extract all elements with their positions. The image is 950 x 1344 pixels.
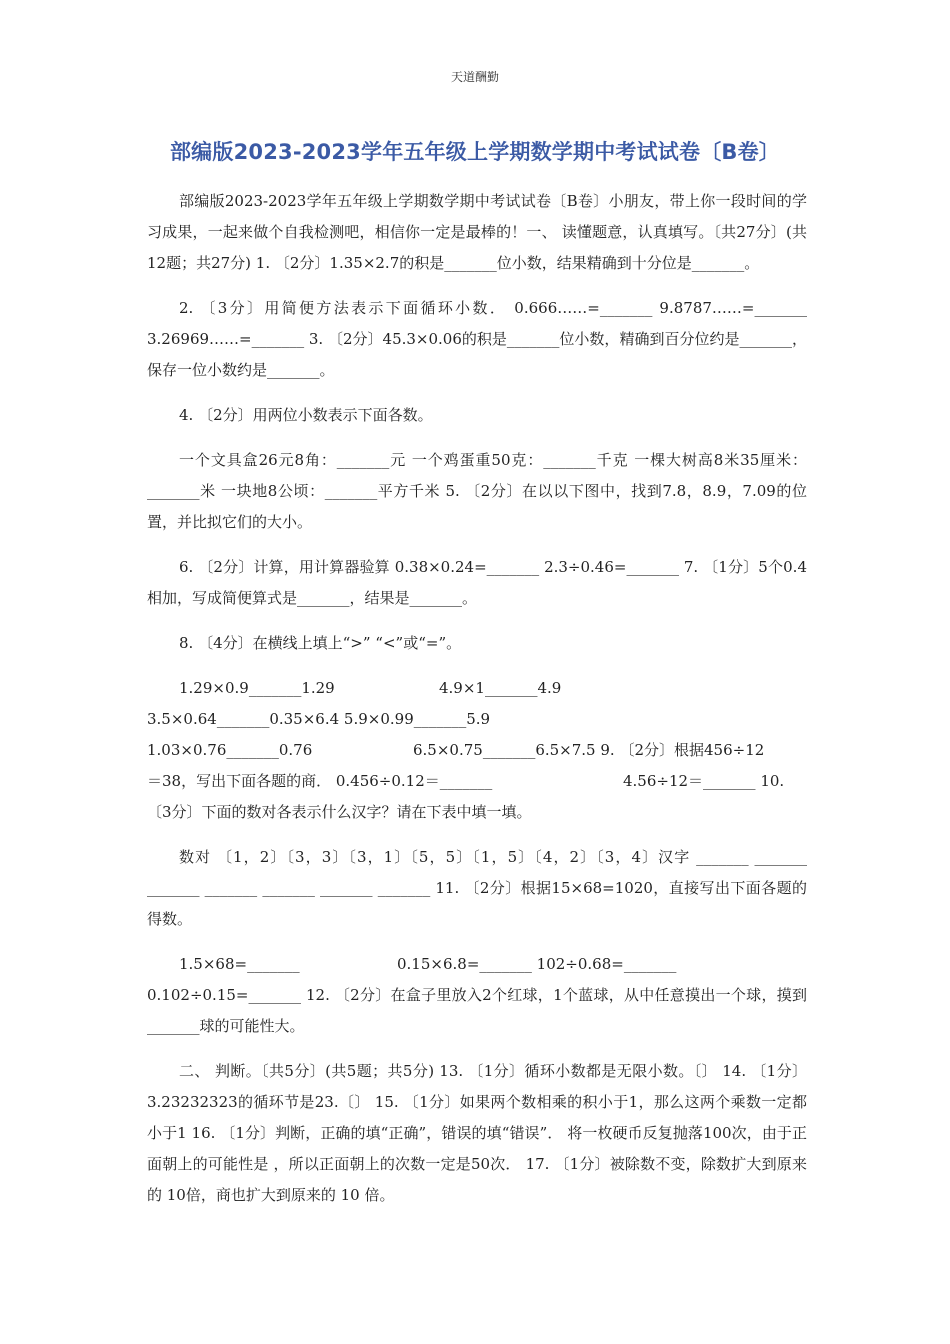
question-10-11: 数对 〔1，2〕〔3，3〕〔3，1〕〔5，5〕〔1，5〕〔4，2〕〔3，4〕汉字 _______ _______ _______ _______ _______ _______ _______ 11. 〔2分〕根据15×68=1020，直接写出下面各题的得数。 (147, 848, 807, 928)
compare-row-3 (147, 735, 807, 766)
question-2-3: 2. 〔3分〕用简便方法表示下面循环小数． 0.666……=_______ 9.8787……=_______ 3.26969……=_______ 3. 〔2分〕45.3×0.06的积是_______位小数，精确到百分位约是_______，保存一位小数约是_______。 (147, 299, 807, 379)
section-2-judgement: 二、 判断。〔共5分〕(共5题；共5分) 13. 〔1分〕循环小数都是无限小数。〔〕 14. 〔1分〕3.23232323的循环节是23.〔〕 15. 〔1分〕如果两个数相乘的积小于1，那么这两个乘数一定都小于1 16. 〔1分〕判断，正确的填“正确”，错误的填“错误”． 将一枚硬币反复抛落100次，由于正面朝上的可能性是 ，所以正面朝上的次数一定是50次． 17. 〔1分〕被除数不变，除数扩大到原来的 10倍，商也扩大到原来的 10 倍。 (147, 1062, 807, 1204)
page-header: 天道酬勤 (450, 70, 499, 84)
question-10-line (147, 797, 807, 828)
compare-row-1 (147, 673, 807, 704)
question-9-item: 4.56÷12＝_______ 10. (623, 772, 785, 790)
compare-row-2 (147, 704, 807, 735)
intro-paragraph: 部编版2023-2023学年五年级上学期数学期中考试试卷〔B卷〕小朋友，带上你一段时间的学习成果，一起来做个自我检测吧，相信你一定是最棒的！一、 读懂题意，认真填写。〔共27分〕(共12题；共27分) 1. 〔2分〕1.35×2.7的积是_______位小数，结果精确到十分位是_______。 (147, 192, 807, 272)
compare-item: 6.5×0.75_______6.5×7.5 9. 〔2分〕根据456÷12 (413, 741, 765, 759)
compare-item: 1.29×0.9_______1.29 (179, 679, 335, 697)
question-12: 0.102÷0.15=_______ 12. 〔2分〕在盒子里放入2个红球，1个蓝球，从中任意摸出一个球，摸到_______球的可能性大。 (147, 986, 807, 1035)
question-4-5: 一个文具盒26元8角：_______元 一个鸡蛋重50克：_______千克 一棵大树高8米35厘米：_______米 一块地8公顷：_______平方千米 5. 〔2分〕在以以下图中，找到7.8，8.9，7.09的位置，并比拟它们的大小。 (147, 451, 807, 531)
question-6-7: 6. 〔2分〕计算，用计算器验算 0.38×0.24=_______ 2.3÷0.46=_______ 7. 〔1分〕5个0.4相加，写成简便算式是_______，结果是_______。 (147, 558, 807, 607)
calc-item: 0.15×6.8=_______ 102÷0.68=_______ (397, 955, 677, 973)
document-title: 部编版2023-2023学年五年级上学期数学期中考试试卷〔B卷〕 (169, 140, 780, 164)
compare-item: 1.03×0.76_______0.76 (147, 741, 313, 759)
question-9-line (147, 766, 807, 797)
document-body (147, 186, 807, 1225)
question-4: 4. 〔2分〕用两位小数表示下面各数。 (179, 406, 433, 424)
question-10-text: 〔3分〕下面的数对各表示什么汉字？请在下表中填一填。 (147, 803, 532, 821)
compare-item: 4.9×1_______4.9 (439, 679, 562, 697)
compare-item: 3.5×0.64_______0.35×6.4 5.9×0.99_______5.9 (147, 710, 491, 728)
calc-item: 1.5×68=_______ (179, 955, 300, 973)
question-8: 8. 〔4分〕在横线上填上“>” “<”或“=”。 (179, 634, 462, 652)
calc-row-1 (147, 949, 807, 980)
question-9-item: ＝38，写出下面各题的商． 0.456÷0.12＝_______ (147, 772, 493, 790)
